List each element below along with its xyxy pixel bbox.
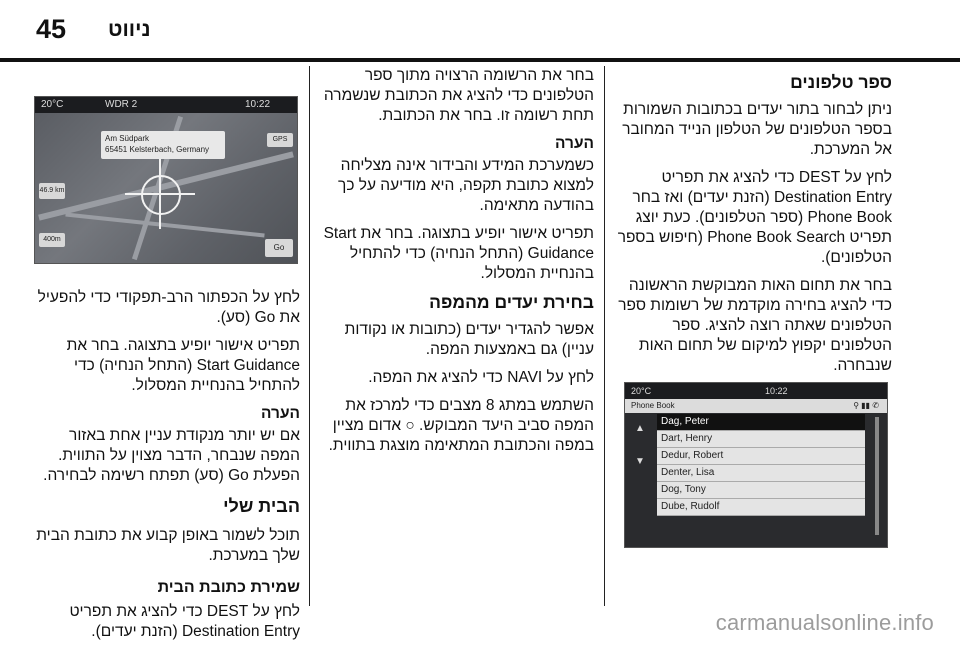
- list-item[interactable]: Dog, Tony: [657, 482, 865, 499]
- list-item[interactable]: Dube, Rudolf: [657, 499, 865, 516]
- note-heading: הערה: [261, 405, 300, 422]
- radio-status: WDR 2: [105, 99, 138, 110]
- subheading-save-home: שמירת כתובת הבית: [157, 579, 300, 596]
- go-button[interactable]: Go: [265, 239, 293, 257]
- list-item[interactable]: Denter, Lisa: [657, 465, 865, 482]
- note-heading: הערה: [555, 135, 594, 152]
- time: 10:22: [765, 386, 788, 396]
- scrollbar[interactable]: [875, 417, 879, 535]
- scroll-arrows-icon: ▲ ▼: [635, 423, 645, 467]
- column-right: [612, 66, 892, 384]
- heading-my-home: הבית שלי: [223, 496, 300, 516]
- map-view[interactable]: [35, 113, 297, 263]
- list-item[interactable]: Dedur, Robert: [657, 448, 865, 465]
- status-bar: [35, 97, 297, 113]
- column-divider: [604, 66, 605, 606]
- note-text: אם יש יותר מנקודת עניין אחת באזור המפה שנבחר, הדבר מצוין על התווית. הפעלת Go (סע) תפתח רשימה לבחירה.: [43, 427, 300, 484]
- watermark: carmanualsonline.info: [715, 610, 934, 635]
- column-left: [34, 288, 300, 650]
- note-text: כשמערכת המידע והבידור אינה מצליחה למצוא כתובת תקפה, היא מודיעה על כך בהודעה מתאימה.: [338, 157, 594, 214]
- paragraph: השתמש במתג 8 מצבים כדי למרכז את המפה סביב היעד המבוקש. ○ אדום מציין במפה והכתובת המתאימה מוצגת בתווית.: [328, 397, 594, 454]
- navigation-screenshot: [34, 96, 298, 264]
- signal-icons: ⚲ ▮▮ ✆: [853, 401, 879, 410]
- paragraph: ניתן לבחור בתור יעדים בכתובות השמורות בספר הטלפונים של הטלפון הנייד המחובר אל המערכת.: [622, 101, 892, 158]
- gps-indicator: GPS: [267, 133, 293, 147]
- address-city: 65451 Kelsterbach, Germany: [105, 145, 210, 154]
- address-street: Am Südpark: [105, 134, 150, 143]
- paragraph: בחר את תחום האות המבוקשת הראשונה כדי להציג בחירה מוקדמת של רשומות ספר הטלפונים שאתה רוצה להציג. ספר הטלפונים יקפוץ למיקום של תחום האות שנבחרה.: [618, 277, 892, 374]
- title-bar: [625, 399, 887, 413]
- time: 10:22: [245, 99, 271, 110]
- phonebook-list: [657, 414, 865, 516]
- list-item[interactable]: Dag, Peter: [657, 414, 865, 431]
- phonebook-screenshot: [624, 382, 888, 548]
- paragraph: אפשר להגדיר יעדים (כתובות או נקודות עניין) גם באמצעות המפה.: [344, 321, 594, 358]
- paragraph: בחר את הרשומה הרצויה מתוך ספר הטלפונים כדי להציג את הכתובת שנשמרה תחת רשומה זו. בחר את הכתובת.: [323, 67, 594, 124]
- paragraph: תוכל לשמור באופן קבוע את כתובת הבית שלך במערכת.: [36, 527, 300, 564]
- crosshair-icon: [141, 175, 181, 215]
- temperature: 20°C: [41, 99, 64, 110]
- paragraph: לחץ על DEST כדי להציג את תפריט Destination Entry (הזנת יעדים).: [69, 603, 300, 640]
- page-number: 45: [36, 14, 67, 44]
- distance-readout: 46.9 km: [39, 183, 65, 199]
- paragraph: תפריט אישור יופיע בתצוגה. בחר את Start Guidance (התחל הנחיה) כדי להתחיל בהנחיית המסלול.: [66, 337, 300, 394]
- map-scale: 400m: [39, 233, 65, 247]
- address-label: [101, 131, 225, 159]
- column-divider: [309, 66, 310, 606]
- section-title: ניווט: [108, 18, 151, 41]
- paragraph: לחץ על הכפתור הרב-תפקודי כדי להפעיל את Go (סע).: [37, 289, 300, 326]
- status-bar: [625, 383, 887, 399]
- phonebook-title: Phone Book: [631, 401, 675, 410]
- heading-phone-book: ספר טלפונים: [790, 72, 892, 92]
- page-header: [0, 0, 960, 62]
- paragraph: תפריט אישור יופיע בתצוגה. בחר את Start Guidance (התחל הנחיה) כדי להתחיל בהנחיית המסלול.: [323, 225, 594, 282]
- temperature: 20°C: [631, 386, 652, 396]
- paragraph: לחץ על NAVI כדי להציג את המפה.: [368, 369, 594, 386]
- list-item[interactable]: Dart, Henry: [657, 431, 865, 448]
- column-middle: [318, 66, 594, 464]
- paragraph: לחץ על DEST כדי להציג את תפריט Destination Entry (הזנת יעדים) ואז בחר Phone Book (ספר הטלפונים). כעת יוצג תפריט Phone Book Search (חיפוש בספר הטלפונים).: [617, 169, 892, 266]
- heading-map-destination: בחירת יעדים מהמפה: [429, 292, 594, 312]
